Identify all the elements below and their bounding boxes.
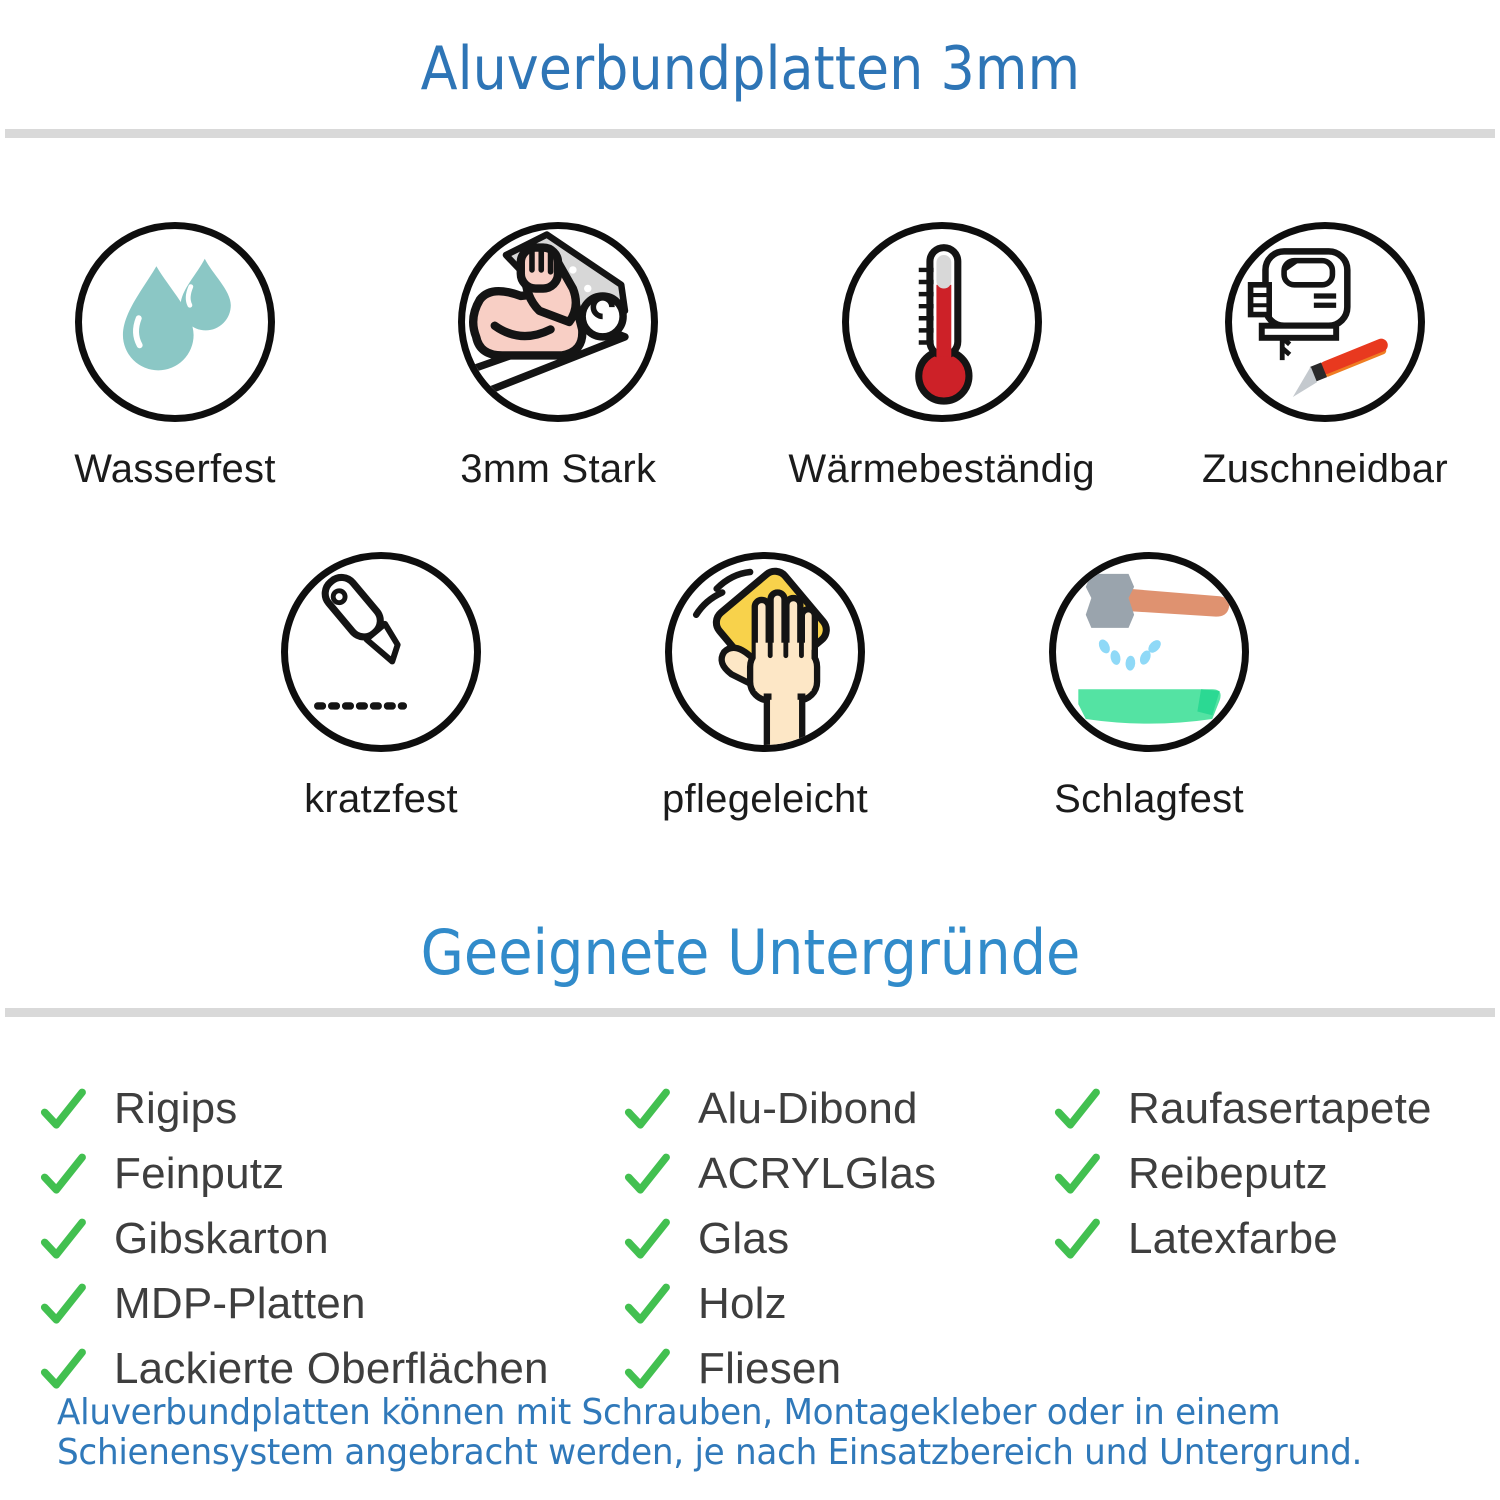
feature-pflegeleicht xyxy=(646,552,884,822)
feature-label: pflegeleicht xyxy=(662,777,868,821)
substrate-column-2 xyxy=(622,1076,936,1401)
check-icon xyxy=(38,1279,88,1329)
feature-waermebestaendig xyxy=(788,222,1095,492)
substrate-label: Holz xyxy=(698,1278,787,1328)
substrate-label: Rigips xyxy=(114,1083,238,1133)
list-item xyxy=(38,1076,549,1141)
check-icon xyxy=(38,1084,88,1134)
feature-schlagfest xyxy=(1030,552,1268,822)
jigsaw-icon xyxy=(1225,222,1425,422)
divider-middle xyxy=(5,1008,1495,1017)
substrate-label: Lackierte Oberflächen xyxy=(114,1343,549,1393)
thermometer-icon xyxy=(842,222,1042,422)
list-item xyxy=(622,1271,936,1336)
list-item xyxy=(1052,1141,1432,1206)
header xyxy=(0,34,1500,104)
feature-3mm-stark xyxy=(439,222,677,492)
substrate-column-3 xyxy=(1052,1076,1432,1271)
mounting-note-line2: Schienensystem angebracht werden, je nach Einsatzbereich und Untergrund. xyxy=(57,1432,1363,1473)
feature-kratzfest xyxy=(262,552,500,822)
check-icon xyxy=(1052,1149,1102,1199)
check-icon xyxy=(1052,1214,1102,1264)
list-item xyxy=(38,1271,549,1336)
list-item xyxy=(1052,1206,1432,1271)
cleaning-hand-icon xyxy=(665,552,865,752)
feature-label: 3mm Stark xyxy=(460,447,657,491)
water-drops-icon xyxy=(75,222,275,422)
section2-title: Geeignete Untergründe xyxy=(420,916,1080,989)
feature-label: Zuschneidbar xyxy=(1202,447,1448,491)
divider-top xyxy=(5,129,1495,138)
list-item xyxy=(1052,1076,1432,1141)
feature-label: kratzfest xyxy=(304,777,458,821)
list-item xyxy=(622,1206,936,1271)
section2-header xyxy=(0,916,1500,989)
substrate-label: ACRYLGlas xyxy=(698,1148,937,1198)
feature-zuschneidbar xyxy=(1202,222,1448,492)
check-icon xyxy=(38,1344,88,1394)
list-item xyxy=(38,1206,549,1271)
check-icon xyxy=(38,1214,88,1264)
hammer-icon xyxy=(1049,552,1249,752)
substrate-column-1 xyxy=(38,1076,549,1401)
feature-label: Wasserfest xyxy=(74,447,276,491)
check-icon xyxy=(622,1214,672,1264)
check-icon xyxy=(622,1084,672,1134)
substrate-label: Raufasertapete xyxy=(1128,1083,1432,1133)
substrate-label: Gibskarton xyxy=(114,1213,329,1263)
feature-label: Wärmebeständig xyxy=(788,447,1095,491)
feature-wasserfest xyxy=(56,222,294,492)
list-item xyxy=(622,1141,936,1206)
feature-row-2 xyxy=(0,552,1500,822)
list-item xyxy=(38,1141,549,1206)
check-icon xyxy=(622,1344,672,1394)
substrate-label: MDP-Platten xyxy=(114,1278,366,1328)
substrate-label: Fliesen xyxy=(698,1343,842,1393)
list-item xyxy=(622,1076,936,1141)
muscle-arm-icon xyxy=(458,222,658,422)
mounting-note-line1: Aluverbundplatten können mit Schrauben, Montagekleber oder in einem xyxy=(57,1392,1281,1433)
page-title: Aluverbundplatten 3mm xyxy=(420,34,1080,104)
check-icon xyxy=(622,1279,672,1329)
feature-label: Schlagfest xyxy=(1054,777,1244,821)
check-icon xyxy=(38,1149,88,1199)
substrate-label: Reibeputz xyxy=(1128,1148,1328,1198)
check-icon xyxy=(1052,1084,1102,1134)
feature-row-1 xyxy=(0,222,1500,492)
substrate-label: Feinputz xyxy=(114,1148,285,1198)
check-icon xyxy=(622,1149,672,1199)
substrate-label: Glas xyxy=(698,1213,790,1263)
mounting-note xyxy=(57,1393,1431,1473)
cutter-knife-icon xyxy=(281,552,481,752)
substrate-label: Latexfarbe xyxy=(1128,1213,1338,1263)
substrate-label: Alu-Dibond xyxy=(698,1083,918,1133)
